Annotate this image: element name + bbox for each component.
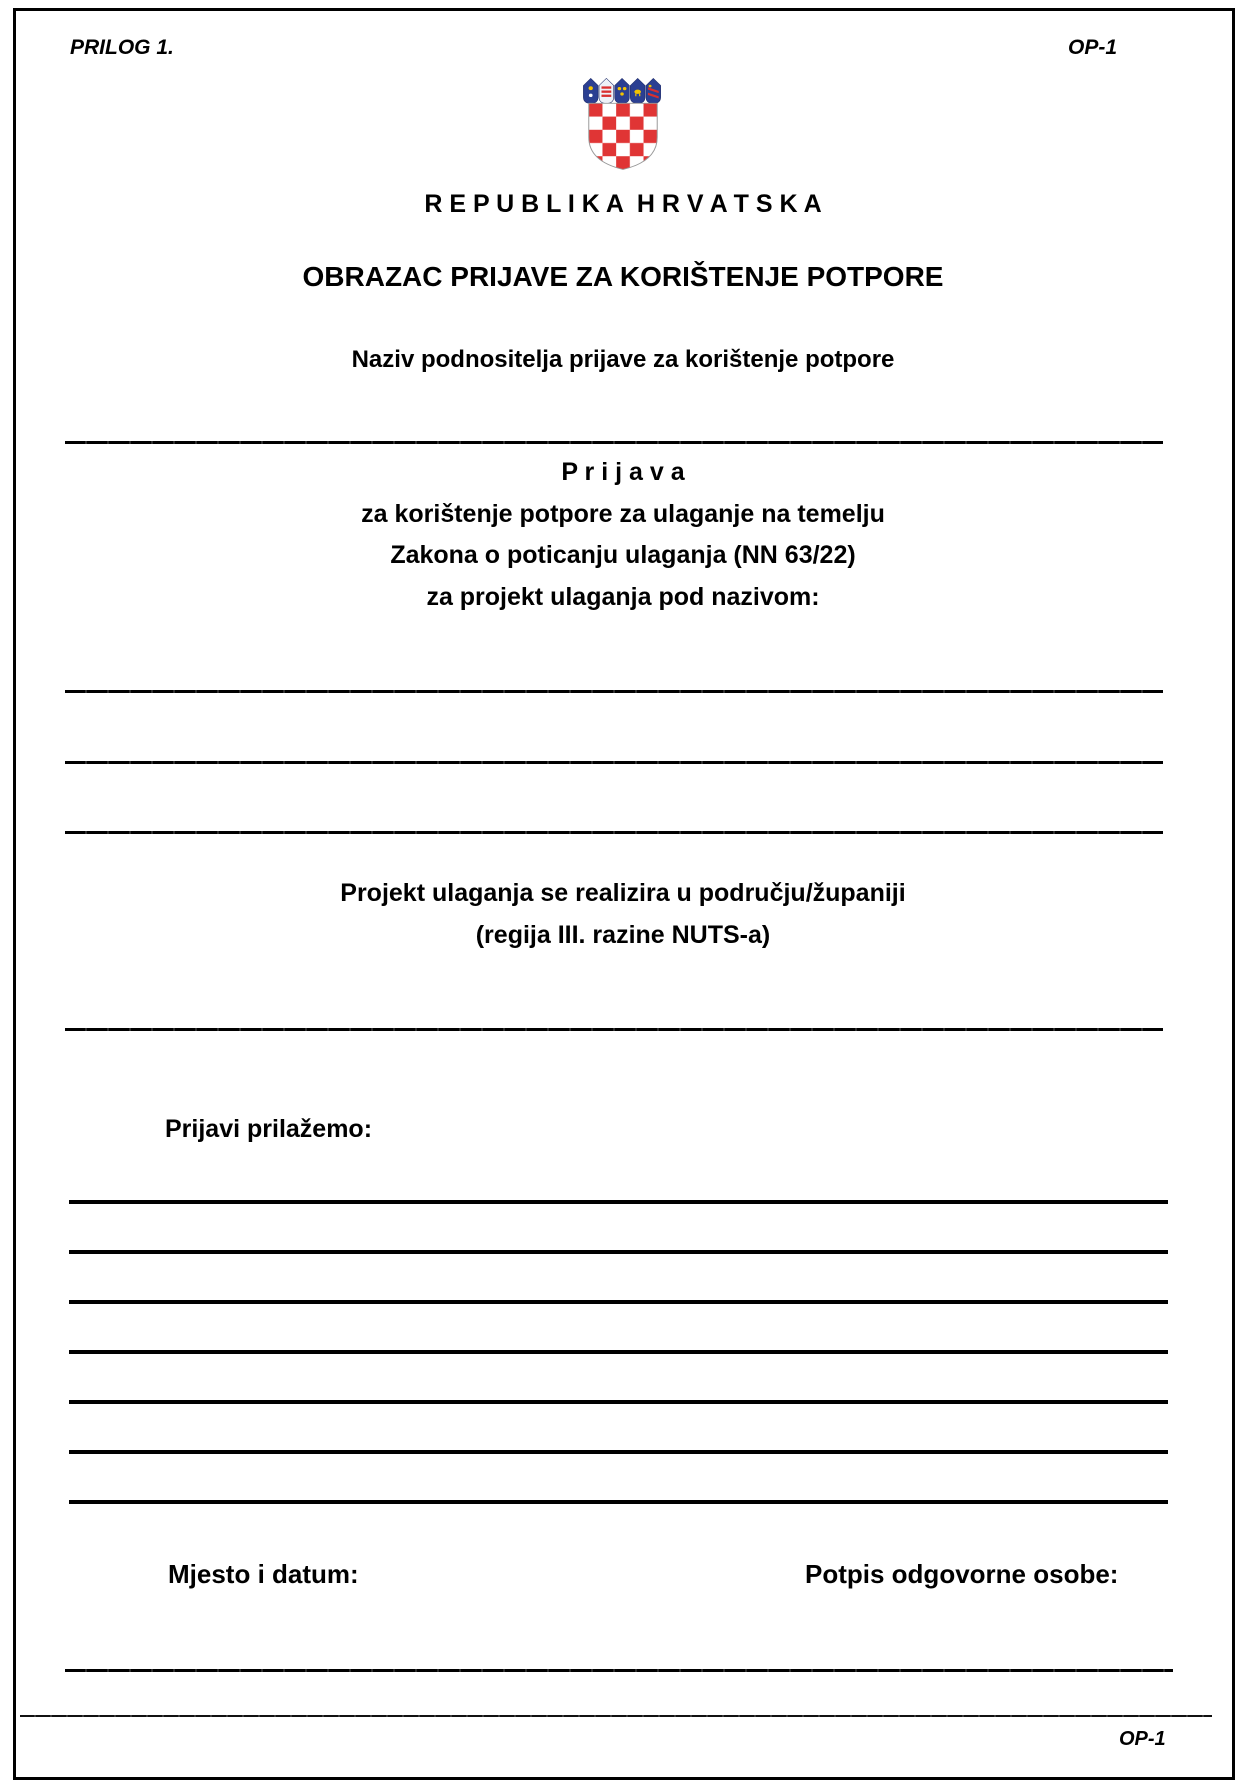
fill-line-place-date-signature [65, 1669, 1173, 1672]
croatian-coat-of-arms-icon [579, 73, 667, 178]
application-subtitle-2: Zakona o poticanju ulaganja (NN 63/22) [390, 541, 856, 569]
attachment-number-label: PRILOG 1. [70, 36, 174, 59]
form-code-bottom: OP-1 [1119, 1728, 1166, 1750]
application-subtitle-3: za projekt ulaganja pod nazivom: [426, 583, 820, 611]
fill-line-region [65, 1028, 1163, 1031]
form-code-top: OP-1 [1068, 36, 1118, 59]
footer-rule [20, 1715, 1212, 1717]
fill-line-attachment-7 [69, 1500, 1168, 1504]
fill-line-project-name-3 [65, 831, 1163, 834]
region-heading-line-1: Projekt ulaganja se realizira u području/županiji [340, 879, 906, 907]
country-name: R E P U B L I K A H R V A T S K A [424, 190, 822, 218]
form-title: OBRAZAC PRIJAVE ZA KORIŠTENJE POTPORE [302, 261, 944, 292]
fill-line-attachment-2 [69, 1250, 1168, 1254]
fill-line-project-name-2 [65, 761, 1163, 764]
application-title: P r i j a v a [561, 458, 685, 486]
fill-line-project-name-1 [65, 690, 1163, 693]
applicant-name-heading: Naziv podnositelja prijave za korištenje potpore [351, 346, 895, 373]
place-date-label: Mjesto i datum: [168, 1559, 359, 1589]
fill-line-applicant-name [65, 441, 1163, 444]
fill-line-attachment-3 [69, 1300, 1168, 1304]
region-heading-line-2: (regija III. razine NUTS-a) [475, 921, 771, 949]
fill-line-attachment-4 [69, 1350, 1168, 1354]
fill-line-attachment-6 [69, 1450, 1168, 1454]
fill-line-attachment-5 [69, 1400, 1168, 1404]
signature-label: Potpis odgovorne osobe: [805, 1559, 1119, 1589]
application-subtitle-1: za korištenje potpore za ulaganje na temelju [361, 500, 885, 528]
fill-line-attachment-1 [69, 1200, 1168, 1204]
attachments-heading: Prijavi prilažemo: [165, 1115, 373, 1143]
